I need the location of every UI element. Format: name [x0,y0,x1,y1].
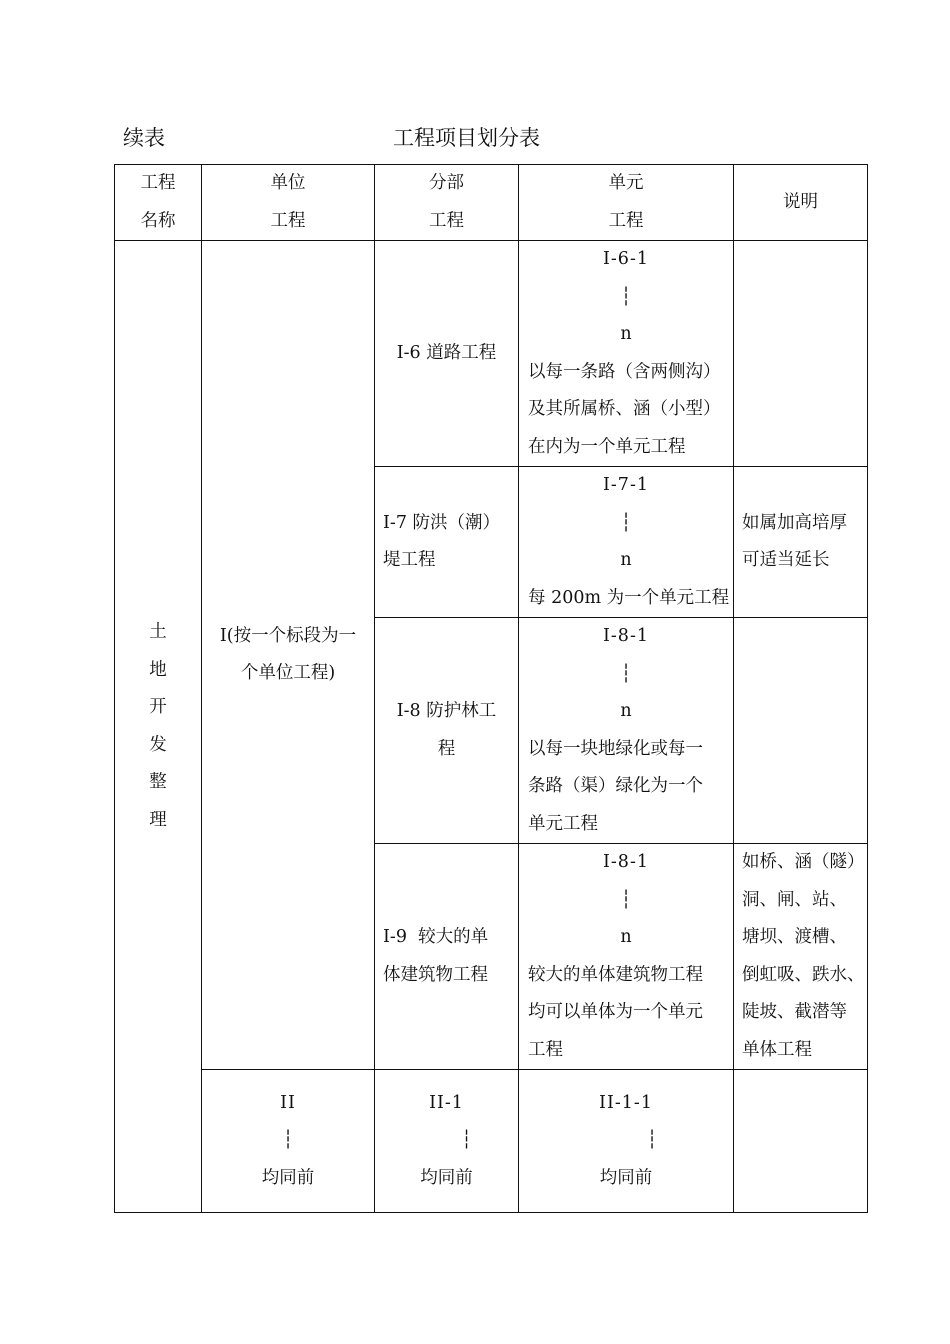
vertical-dots: ┆ [646,1130,658,1151]
note-cell [734,241,868,467]
element-cell: I-8-1 ┆ n 较大的单体建筑物工程 均可以单体为一个单元 工程 [519,844,734,1070]
division-cell: I-6 道路工程 [375,241,519,467]
vertical-dots: ┆ [461,1130,472,1151]
vertical-dots: ┆ [282,1130,294,1151]
division-cell: I-9 较大的单 体建筑物工程 [375,844,519,1070]
table-row [115,1070,868,1213]
vertical-dots: ┆ [620,663,632,684]
element-cell: I-7-1 ┆ n 每 200m 为一个单元工程 [519,467,734,618]
table-row [115,241,868,467]
vertical-dots: ┆ [620,889,632,910]
element-cell: II-1-1 ┆ 均同前 [519,1070,734,1213]
header-row [115,165,868,241]
header-notes: 说明 [734,165,868,241]
note-cell [734,618,868,844]
division-cell: I-7 防洪（潮） 堤工程 [375,467,519,618]
unit-project-cell: I(按一个标段为一 个单位工程) [202,241,375,1070]
vertical-dots: ┆ [620,286,632,307]
unit-project-cell: II ┆ 均同前 [202,1070,375,1213]
header-element-project: 单元 工程 [519,165,734,241]
note-cell [734,1070,868,1213]
division-cell: I-8 防护林工 程 [375,618,519,844]
vertical-dots: ┆ [620,512,632,533]
note-cell: 如桥、涵（隧） 洞、闸、站、 塘坝、渡槽、 倒虹吸、跌水、 陡坡、截潜等 单体工程 [734,844,868,1070]
project-division-table [114,164,868,1213]
header-project-name: 工程 名称 [115,165,202,241]
header-division-project: 分部 工程 [375,165,519,241]
table-title: 工程项目划分表 [393,126,540,150]
header-unit-project: 单位 工程 [202,165,375,241]
continued-label: 续表 [123,126,165,150]
division-cell: II-1 ┆ 均同前 [375,1070,519,1213]
project-name-cell: 土 地 开 发 整 理 [115,241,202,1213]
note-cell: 如属加高培厚 可适当延长 [734,467,868,618]
element-cell: I-8-1 ┆ n 以每一块地绿化或每一 条路（渠）绿化为一个 单元工程 [519,618,734,844]
element-cell: I-6-1 ┆ n 以每一条路（含两侧沟） 及其所属桥、涵（小型） 在内为一个单元工程 [519,241,734,467]
